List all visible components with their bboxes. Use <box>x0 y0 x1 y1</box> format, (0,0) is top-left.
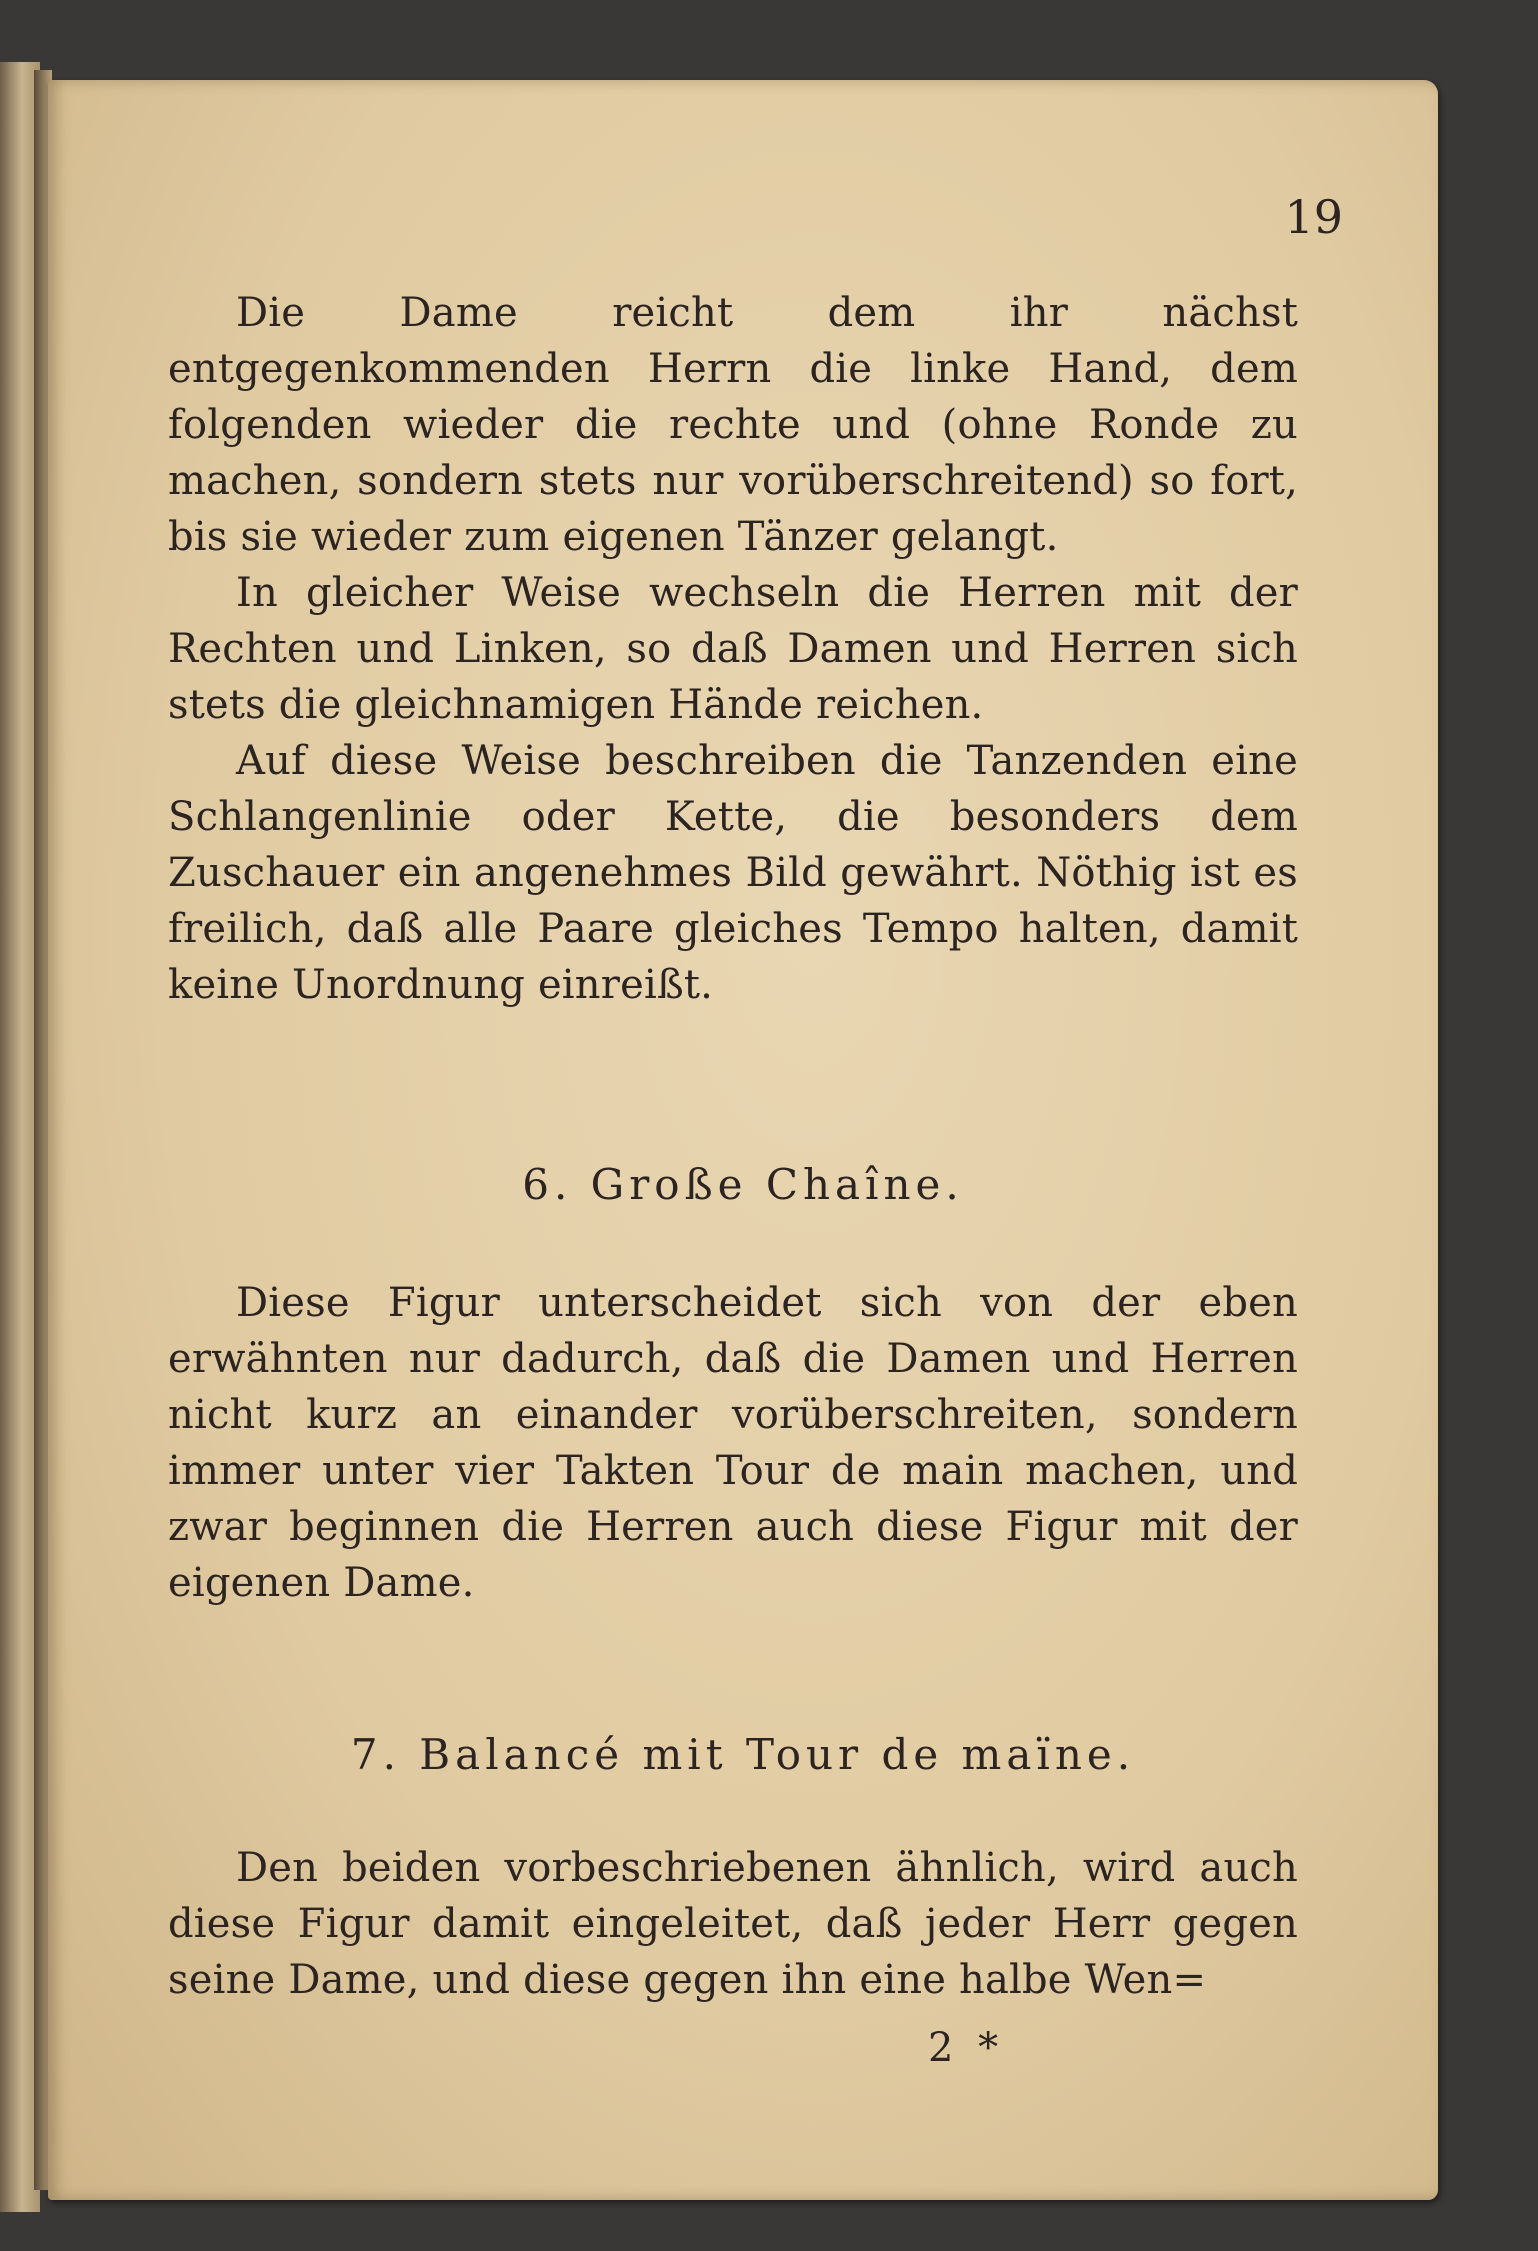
paragraph: Auf diese Weise beschreiben die Tanzenden eine Schlangenlinie oder Kette, die besonders dem Zuschauer ein angenehmes Bild gewährt. Nöthig ist es freilich, daß alle Paare gleiches Tempo halten, damit keine Unordnung einreißt. <box>168 738 1298 1008</box>
text-block-6 <box>168 1275 1298 1611</box>
text-block-1 <box>168 285 1298 1013</box>
book-page <box>48 80 1438 2200</box>
signature-mark: 2 * <box>928 2025 1005 2071</box>
page-number: 19 <box>1284 190 1343 244</box>
section-heading-7: 7. Balancé mit Tour de maïne. <box>350 1730 1136 1779</box>
paragraph: Den beiden vorbeschriebenen ähnlich, wird auch diese Figur damit eingeleitet, daß jeder Herr gegen seine Dame, und diese gegen ihn eine halbe Wen= <box>168 1845 1298 2003</box>
paragraph: Diese Figur unterscheidet sich von der eben erwähnten nur dadurch, daß die Damen und Herren nicht kurz an einander vorüberschreiten, sondern immer unter vier Takten Tour de main machen, und zwar beginnen die Herren auch diese Figur mit der eigenen Dame. <box>168 1280 1298 1606</box>
paragraph: In gleicher Weise wechseln die Herren mit der Rechten und Linken, so daß Damen und Herren sich stets die gleichnamigen Hände reichen. <box>168 570 1298 728</box>
section-heading-6: 6. Große Chaîne. <box>522 1160 964 1209</box>
text-block-7 <box>168 1840 1298 2008</box>
paragraph: Die Dame reicht dem ihr nächst entgegenkommenden Herrn die linke Hand, dem folgenden wieder die rechte und (ohne Ronde zu machen, sondern stets nur vorüberschreitend) so fort, bis sie wieder zum eigenen Tänzer gelangt. <box>168 290 1298 560</box>
